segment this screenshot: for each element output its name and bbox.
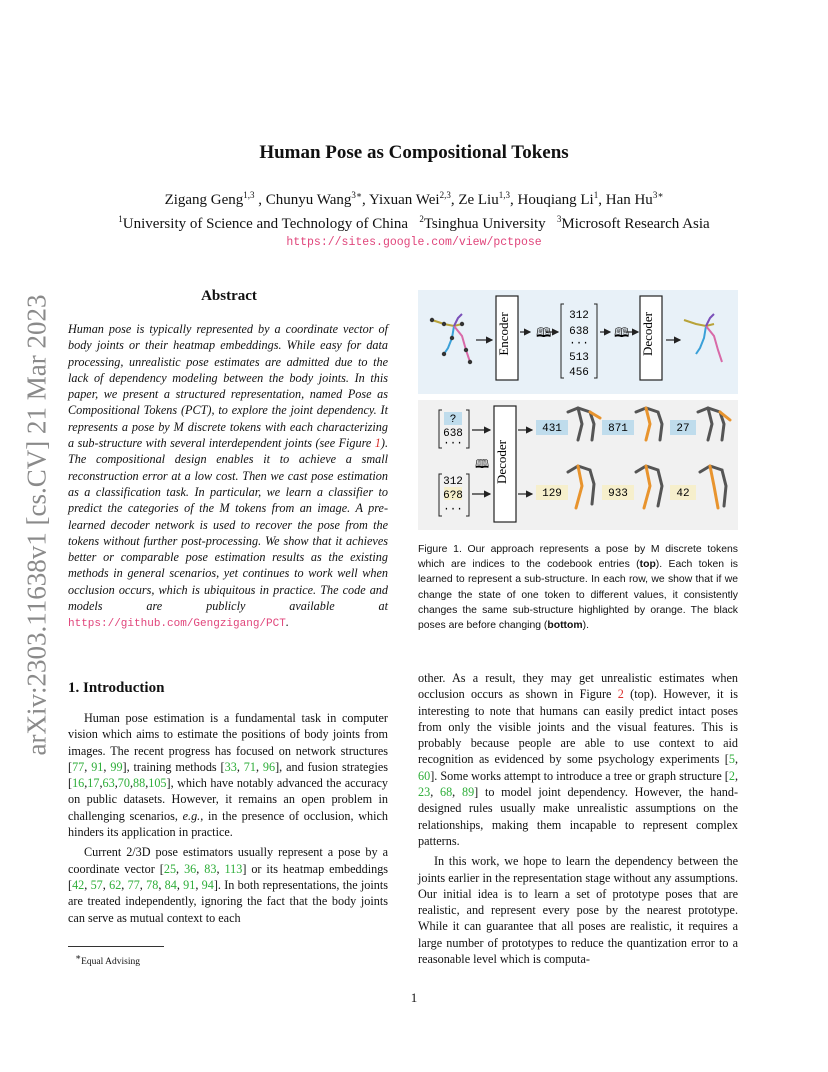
figure-1 [418,290,738,530]
citation[interactable]: 77 [127,877,140,892]
citation[interactable]: 105 [148,776,167,791]
citation[interactable]: 17 [87,776,100,791]
citation[interactable]: 84 [164,877,177,892]
citation[interactable]: 96 [262,759,276,774]
codebook-icon: 🕮 [614,326,630,341]
author-name: Zigang Geng [164,192,244,208]
author-name: , Chunyu Wang [254,192,352,208]
svg-text:513: 513 [569,352,589,364]
author-list: Zigang Geng$^{1,3}$ , Chunyu Wang$^{3∗}$, Yixuan Wei$^{2,3}$, Ze Liu$^{1,3}$, Houqiang Li$^1$, Han $Hu^{3∗}$ [164,190,664,208]
arxiv-stamp [22,290,52,760]
figure-ref[interactable]: 1 [374,436,381,451]
svg-text:638: 638 [443,428,463,440]
paper-title: Human Pose as Compositional Tokens [259,142,569,163]
code-link[interactable]: https://github.com/Gengzigang/PCT [68,618,286,631]
author-name: , Ze Liu [450,192,499,208]
citation[interactable]: 88 [133,776,146,791]
author-name: , Houqiang Li [509,192,594,208]
paragraph: Human pose estimation is a fundamental task in computer vision which aims to estimate the positions of body joints from images. The recent progress has focused on network structures [77, 91, 99], training methods [33, 71, 96], and fusion strategies [16,17,63,70,88,105], which have notably advanced the accuracy on public datasets. However, it remains an open problem in challenging scenarios, e.g., in the presence of occlusion, which hinders its application in practice. [68,711,389,840]
citation[interactable]: 60 [418,768,431,783]
citation[interactable]: 77 [72,759,85,774]
svg-text:···: ··· [443,504,463,516]
paragraph: Current 2/3D pose estimators usually represent a pose by a coordinate vector [25, 36, 83, 113] or its heatmap embeddings [42, 57, 62, 77, 78, 84, 91, 94]. In both representations, the joints are treated independently, ignoring the fact that the body joints can serve as mutual context to each [68,845,389,925]
right-column-text [418,670,738,967]
citation[interactable]: 89 [461,785,475,800]
citation[interactable]: 83 [204,861,217,876]
citation[interactable]: 42 [72,877,85,892]
citation[interactable]: 91 [183,877,196,892]
figure-ref[interactable]: 2 [617,687,624,702]
citation[interactable]: 57 [90,877,103,892]
citation[interactable]: 25 [163,861,177,876]
svg-text:933: 933 [608,488,628,500]
footnote-rule [68,946,164,947]
svg-text:?: ? [449,414,457,426]
citation[interactable]: 63 [102,776,115,791]
page-number: 1 [410,990,418,1005]
svg-text:456: 456 [569,367,589,379]
citation[interactable]: 94 [201,877,214,892]
value-tags-row-1 [536,420,696,435]
affiliations: $^1$University of Science and Technology of China $^2$Tsinghua University $^3$Microsoft Research Asia [118,214,710,232]
project-url[interactable]: https://sites.google.com/view/pctpose [286,236,542,249]
svg-text:129: 129 [542,488,562,500]
citation[interactable]: 5 [728,752,735,767]
svg-text:6?8: 6?8 [443,490,463,502]
arxiv-id: arXiv:2303.11638v1 [cs.CV] 21 Mar 2023 [21,294,52,756]
value-tags-row-2 [536,485,696,500]
affiliation: Tsinghua University [423,216,546,232]
codebook-icon: 🕮 [475,457,490,471]
citation[interactable]: 78 [146,877,159,892]
svg-text:312: 312 [443,476,463,488]
paragraph: In this work, we hope to learn the dependency between the joints earlier in the representation stage without any assumptions. Our initial idea is to learn a set of prototype poses that are realistic, and represent every pose by the nearest prototype. While it can guarantee that all poses are realistic, it requires a large number of prototypes to reduce the quantization error to a reasonable level which is computa- [418,854,738,967]
svg-text:312: 312 [569,310,589,322]
footnote: ∗Equal Advising [75,952,140,968]
svg-text:42: 42 [676,488,690,500]
decoder-label: Decoder [640,311,655,357]
affiliation: University of Science and Technology of China [122,216,409,232]
paragraph: other. As a result, they may get unrealistic estimates when occlusion occurs as shown in Figure 2 (top). However, it is interesting to note that humans can easily predict intact poses from only the visible joints and the visual features. This is probably because people are able to use context to aid recognition as evidenced by some psychology experiments [5, 60]. Some works attempt to introduce a tree or graph structure [2, 23, 68, 89] to model joint dependency. However, the hand-designed rules usually make unrealistic assumptions on the relationships, making them incapable to represent complex patterns. [418,671,739,848]
citation[interactable]: 70 [117,776,130,791]
encoder-label: Encoder [496,312,511,356]
citation[interactable]: 71 [243,759,256,774]
citation[interactable]: 2 [728,768,735,783]
citation[interactable]: 91 [91,759,104,774]
citation[interactable]: 36 [184,861,197,876]
citation[interactable]: 16 [72,776,85,791]
citation[interactable]: 113 [224,861,243,876]
author-name: , Yixuan Wei [362,192,440,208]
svg-text:···: ··· [569,338,589,350]
codebook-icon: 🕮 [536,326,552,341]
citation[interactable]: 99 [110,759,123,774]
svg-text:27: 27 [676,423,690,435]
intro-text [68,710,388,926]
citation[interactable]: 68 [439,785,453,800]
affiliation: Microsoft Research Asia [561,216,710,232]
svg-text:···: ··· [443,438,463,450]
citation[interactable]: 23 [418,785,431,800]
svg-text:431: 431 [542,423,562,435]
citation[interactable]: 33 [224,759,237,774]
svg-text:871: 871 [608,423,628,435]
abstract-heading: Abstract [201,288,257,304]
figure-caption: Figure 1. Our approach represents a pose by M discrete tokens which are indices to the codebook entries (top). Each token is learned to represent a sub-structure. In each row, we show that if we change the state of one token to different values, it consistently changes the same sub-structure highlighted by orange. The black poses are before changing (bottom). [418,544,738,632]
svg-text:638: 638 [569,326,589,338]
abstract-text: Human pose is typically represented by a coordinate vector of body joints or their heatmap embeddings. While easy for data processing, unrealistic pose estimates are admitted due to the lack of dependency modeling between the body joints. In this paper, we present a structured representation, named Pose as Compositional Tokens (PCT), to explore the joint dependency. It represents a pose by M discrete tokens with each characterizing a sub-structure with several interdependent joints (see Figure 1). The compositional design enables it to achieve a small reconstruction error at a low cost. Then we cast pose estimation as a classification task. In particular, we learn a classifier to predict the categories of the M tokens from an image. A pre-learned decoder network is used to recover the pose from the tokens without further post-processing. We show that it achieves better or comparable pose estimation results as the existing methods in general scenarios, yet continues to work well when occlusion occurs, which is ubiquitous in practice. The code and models are publicly available at https://github.com/Gengzigang/PCT. [68,322,388,631]
citation[interactable]: 62 [109,877,122,892]
author-name: , Han Hu [598,192,653,208]
section-heading: 1. Introduction [68,680,165,696]
decoder-label-2: Decoder [494,439,509,485]
